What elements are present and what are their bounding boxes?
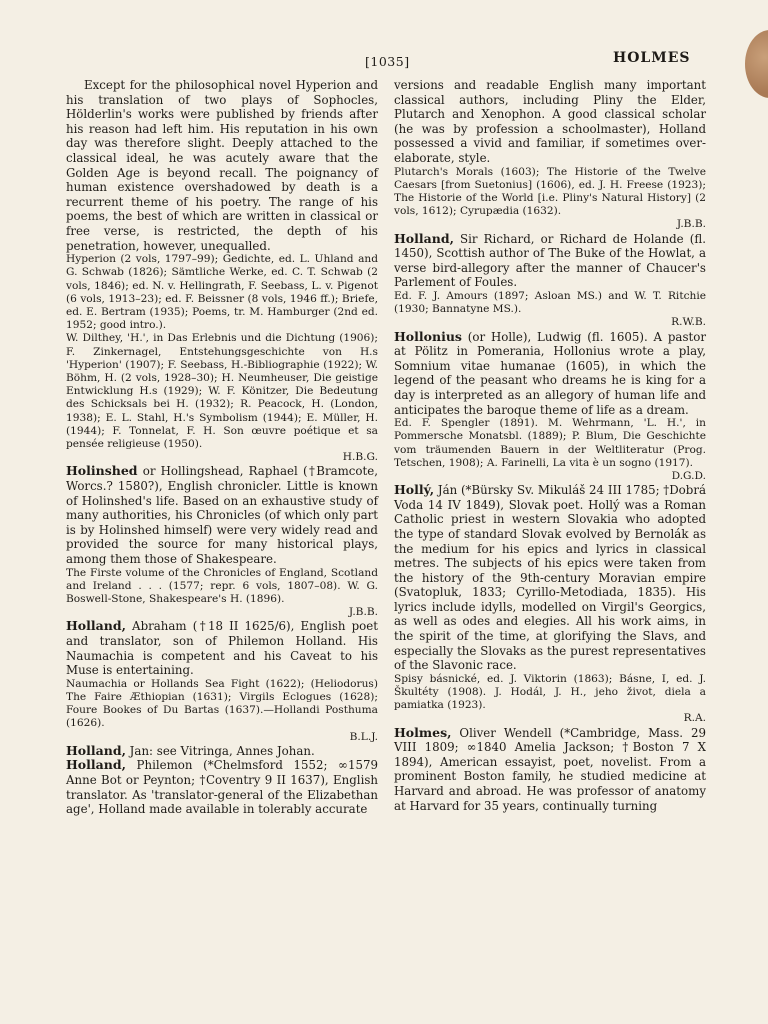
contributor-initials: R.A. [683,712,706,725]
bibliography [66,332,378,464]
contributor-initials: H.B.G. [342,451,378,464]
entry-text: Jan: see Vitringa, Annes Johan. [125,743,315,758]
entry-paragraph [66,464,378,566]
bibliography [394,673,706,726]
right-column [394,78,706,813]
entry-text: (or Holle), Ludwig (fl. 1605). A pastor at Pölitz in Pomerania, Hollonius wrote a play, Somnium vitae humanae (1605), in which the legend of the peasant who dreams he is king for a day is interpreted as an allegory of human life and anticipates the baroque theme of life as a dream. [394,329,706,417]
running-head: HOLMES [613,50,691,66]
entry-headword: Holland, [394,230,454,246]
entry-text: Abraham (†18 II 1625/6), English poet and translator, son of Philemon Holland. His Naumachia is competent and his Caveat to his Muse is entertaining. [66,619,378,678]
entry-headword: Hollonius [394,328,462,344]
entry-paragraph [66,744,378,759]
bibliography [394,166,706,232]
entry-text: Sir Richard, or Richard de Holande (fl. 1450), Scottish author of The Buke of the Howlat, a verse bird-allegory after the manner of Chaucer's Parlement of Foules. [394,231,706,290]
bibliography [66,678,378,744]
contributor-initials: R.W.B. [671,316,706,329]
entry-headword: Holmes, [394,724,452,740]
bibliography-text: Ed. F. J. Amours (1897; Asloan MS.) and W. T. Ritchie (1930; Bannatyne MS.). [394,289,706,316]
bibliography-text: Spisy básnické, ed. J. Viktorin (1863); Básne, I, ed. J. Škultéty (1908). J. Hodál, J. H., jeho život, diela a pamiatka (1923). [394,672,706,712]
entry-paragraph [394,232,706,290]
page-edge-tab [745,30,768,98]
contributor-initials: J.B.B. [348,606,378,619]
entry-paragraph [394,726,706,814]
page-number: [1035] [365,54,410,69]
entry-text: Philemon (*Chelmsford 1552; ∞1579 Anne Bot or Peynton; †Coventry 9 II 1637), English translator. As 'translator-general of the Elizabethan age', Holland made available in tolerably accurate [66,758,378,817]
contributor-initials: J.B.B. [676,218,706,231]
bibliography [394,417,706,483]
bibliography-text: The Firste volume of the Chronicles of England, Scotland and Ireland . . . (1577; repr. 6 vols, 1807–08). W. G. Boswell-Stone, Shakespeare's H. (1896). [66,566,378,605]
entry-text: Ján (*Bürsky Sv. Mikuláš 24 III 1785; †Dobrá Voda 14 IV 1849), Slovak poet. Hollý was a Roman Catholic priest in western Slovakia who adopted the type of standard Slovak evolved by Bernolák as the medium for his epics and lyrics in classical metres. The subjects of his epics were taken from the history of the 9th-century Moravian empire (Svatopluk, 1833; Cyrillo-Metodiada, 1835). His lyrics include idylls, modelled on Virgil's Georgics, as well as odes and elegies. All his work aims, in the spirit of the time, at glorifying the Slavs, and especially the Slovaks as the purest representatives of the Slavonic race. [394,483,706,673]
bibliography-text: W. Dilthey, 'H.', in Das Erlebnis und die Dichtung (1906); F. Zinkernagel, Entstehungsgeschichte von H.s 'Hyperion' (1907); F. Seebass, H.-Bibliographie (1922); W. Böhm, H. (2 vols, 1928–30); H. Neumheuser, Die geistige Entwicklung H.s (1929); W. F. Könitzer, Die Bedeutung des Schicksals bei H. (1932); R. Peacock, H. (London, 1938); E. L. Stahl, H.'s Symbolism (1944); E. Müller, H. (1944); F. Tonnelat, F. H. Son œuvre poétique et sa pensée religieuse (1950). [66,332,378,450]
entry-headword: Holinshed [66,463,138,479]
entry-paragraph [66,758,378,816]
entry-paragraph [394,330,706,418]
body-paragraph: Except for the philosophical novel Hyperion and his translation of two plays of Sophocles, Hölderlin's works were published by friends after his reason had left him. His reputation in his own day was therefore slight. Deeply attached to the classical ideal, he was acutely aware that the Golden Age is beyond recall. The poignancy of human existence overshadowed by death is a recurrent theme of his poetry. The range of his poems, the best of which are written in classical or free verse, is restricted, the depth of his penetration, however, unequalled. [66,78,378,253]
bibliography [394,290,706,330]
bibliography [66,253,378,332]
contributor-initials: D.G.D. [671,469,706,482]
entry-paragraph [394,483,706,673]
entry-headword: Hollý, [394,482,435,498]
left-column [66,78,378,817]
contributor-initials: B.L.J. [349,730,378,743]
entry-text: Oliver Wendell (*Cambridge, Mass. 29 VIII 1809; ∞1840 Amelia Jackson; †Boston 7 X 1894), American essayist, poet, novelist. From a prominent Boston family, he studied medicine at Harvard and abroad. He was professor of anatomy at Harvard for 35 years, continually turning [394,725,706,813]
entry-headword: Holland, [66,757,126,773]
entry-headword: Holland, [66,618,126,634]
bibliography-text: Naumachia or Hollands Sea Fight (1622); (Heliodorus) The Faire Æthiopian (1631); Virgils Eclogues (1628); Foure Bookes of Du Bartas (1637).—Hollandi Posthuma (1626). [66,677,378,730]
bibliography-text: Plutarch's Morals (1603); The Historie of the Twelve Caesars [from Suetonius] (1606), ed. J. H. Freese (1923); The Historie of the World [i.e. Pliny's Natural History] (2 vols, 1612); Cyrupædia (1632). [394,165,706,218]
body-paragraph: versions and readable English many important classical authors, including Pliny the Elder, Plutarch and Xenophon. A good classical scholar (he was by profession a schoolmaster), Holland possessed a vivid and familiar, if sometimes over-elaborate, style. [394,78,706,165]
entry-paragraph [66,619,378,677]
bibliography-text: Hyperion (2 vols, 1797–99); Gedichte, ed. L. Uhland and G. Schwab (1826); Sämtliche Werke, ed. C. T. Schwab (2 vols, 1846); ed. N. v. Hellingrath, F. Seebass, L. v. Pigenot (6 vols, 1913–23); ed. F. Beissner (8 vols, 1946 ff.); Briefe, ed. E. Bertram (1935); Poems, tr. M. Hamburger (2nd ed. 1952; good intro.). [66,253,378,332]
bibliography-text: Ed. F. Spengler (1891). M. Wehrmann, 'L. H.', in Pommersche Monatsbl. (1889); P. Blum, Die Geschichte vom träumenden Bauern in der Weltliteratur (Prog. Tetschen, 1908); A. Farinelli, La vita è un sogno (1917). [394,417,706,469]
entry-text: or Hollingshead, Raphael (†Bramcote, Worcs.? 1580?), English chronicler. Little is known of Holinshed's life. Based on an exhaustive study of many authorities, his Chronicles (of which only part is by Holinshed himself) were very widely read and provided the source for many historical plays, among them those of Shakespeare. [66,464,378,566]
bibliography [66,567,378,620]
entry-headword: Holland, [66,742,126,758]
